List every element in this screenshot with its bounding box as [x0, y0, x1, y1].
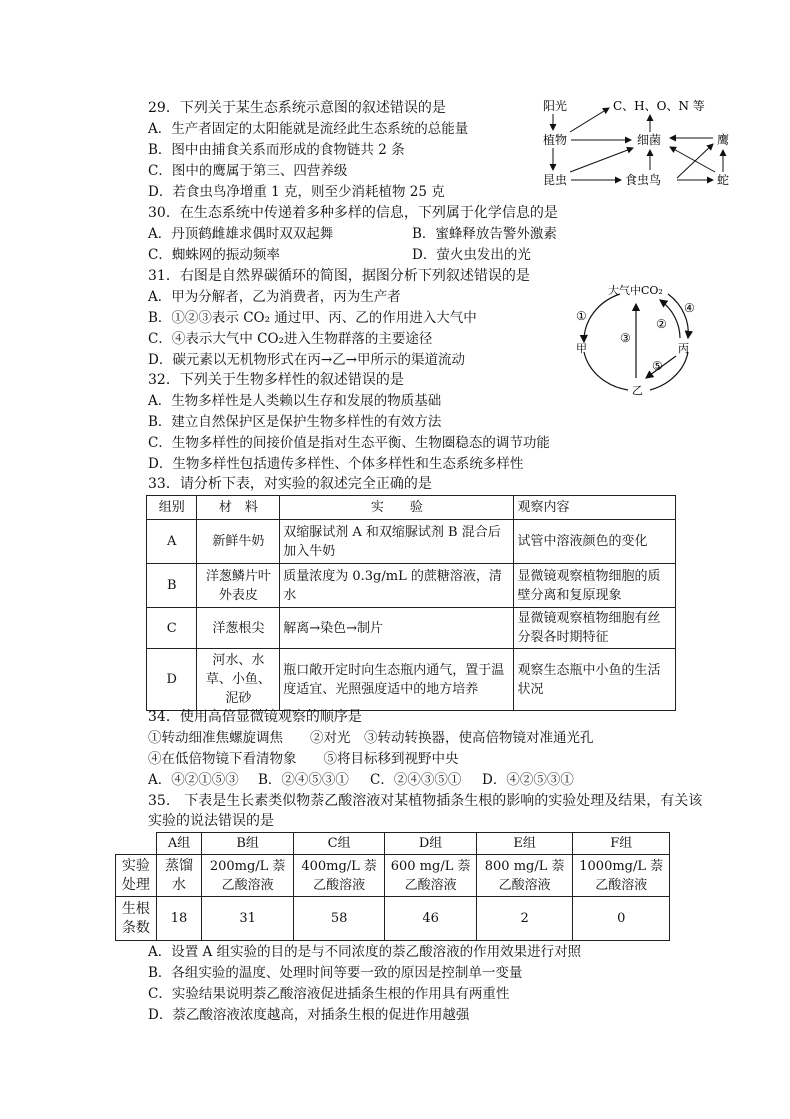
q30-stem: 30．在生态系统中传递着多种多样的信息，下列属于化学信息的是 [148, 205, 558, 221]
q35-treatment-e: 800 mg/L 萘乙酸溶液 [476, 855, 573, 897]
q33-row-a-material: 新鲜牛奶 [197, 520, 280, 564]
q34-option-a: A．④②①⑤③ [148, 772, 239, 788]
q34-option-d: D．④②⑤③① [482, 772, 574, 788]
q35-corner-cell [116, 833, 157, 855]
q34-stem: 34．使用高倍显微镜观察的顺序是 [148, 709, 362, 725]
q35-option-a: A．设置 A 组实验的目的是与不同浓度的萘乙酸溶液的作用效果进行对照 [148, 944, 582, 960]
q33-header-group: 组别 [147, 496, 197, 520]
arrow-1 [584, 294, 620, 342]
q32-stem: 32．下列关于生物多样性的叙述错误的是 [148, 372, 404, 388]
q35-option-c: C．实验结果说明萘乙酸溶液促进插条生根的作用具有两重性 [148, 986, 510, 1002]
arrow-plant-elements [570, 108, 609, 132]
q31-n2: ② [656, 317, 667, 331]
q33-row-b-observation: 显微镜观察植物细胞的质壁分离和复原现象 [514, 564, 676, 608]
q29-option-b: B．图中由捕食关系而形成的食物链共 2 条 [148, 142, 405, 158]
q33-header-experiment: 实 验 [280, 496, 514, 520]
q35-count-d: 46 [385, 897, 476, 941]
q30-option-d: D．萤火虫发出的光 [412, 247, 531, 263]
q31-bing-label: 丙 [678, 342, 689, 355]
q29-option-a: A．生产者固定的太阳能就是流经此生态系统的总能量 [148, 121, 469, 137]
q30-option-b: B．蜜蜂释放告警外激素 [412, 226, 557, 242]
q35-treatment-b: 200mg/L 萘乙酸溶液 [202, 855, 293, 897]
q35-option-d: D．萘乙酸溶液浓度越高，对插条生根的促进作用越强 [148, 1007, 470, 1023]
table-row [147, 564, 676, 608]
q35-table [115, 832, 670, 941]
q35-group-c: C组 [293, 833, 384, 855]
q34-steps-line1: ①转动细准焦螺旋调焦 ②对光 ③转动转换器，使高倍物镜对准通光孔 [148, 730, 594, 746]
q33-table [146, 495, 676, 711]
q33-row-b-experiment: 质量浓度为 0.3g/mL 的蔗糖溶液，清水 [280, 564, 514, 608]
q35-header-row [116, 833, 670, 855]
q33-row-c-material: 洋葱根尖 [197, 608, 280, 649]
q30-option-c: C．蜘蛛网的振动频率 [148, 247, 280, 263]
q31-option-d: D．碳元素以无机物形式在丙→乙→甲所示的渠道流动 [148, 352, 465, 368]
q33-header-row [147, 496, 676, 520]
q31-option-c: C．④表示大气中 CO₂进入生物群落的主要途径 [148, 331, 433, 347]
q31-option-a: A．甲为分解者，乙为消费者，丙为生产者 [148, 289, 401, 305]
q33-row-a-observation: 试管中溶液颜色的变化 [514, 520, 676, 564]
q33-row-d-experiment: 瓶口敞开定时向生态瓶内通气，置于温度适宜、光照强度适中的地方培养 [280, 649, 514, 711]
q35-group-f: F组 [573, 833, 670, 855]
q35-treatment-c: 400mg/L 萘乙酸溶液 [293, 855, 384, 897]
q29-snake-label: 蛇 [717, 173, 730, 187]
q35-count-a: 18 [156, 897, 202, 941]
q33-row-d-group: D [147, 649, 197, 711]
q35-count-label: 生根条数 [116, 897, 157, 941]
q31-carbon-cycle-diagram [570, 280, 710, 400]
q31-stem: 31．右图是自然界碳循环的简图，据图分析下列叙述错误的是 [148, 268, 530, 284]
q35-option-b: B．各组实验的温度、处理时间等要一致的原因是控制单一变量 [148, 965, 523, 981]
q31-atmosphere-label: 大气中CO₂ [608, 284, 663, 297]
q30-option-a: A．丹顶鹤雌雄求偶时双双起舞 [148, 226, 334, 242]
q31-n4: ④ [684, 301, 695, 315]
q29-option-c: C．图中的鹰属于第三、四营养级 [148, 163, 348, 179]
arrow-insect-bacteria [570, 148, 633, 172]
table-row [116, 855, 670, 897]
q35-count-b: 31 [202, 897, 293, 941]
q33-row-a-group: A [147, 520, 197, 564]
table-row [116, 897, 670, 941]
q35-group-d: D组 [385, 833, 476, 855]
table-row [147, 608, 676, 649]
q31-n5: ⑤ [652, 359, 663, 373]
q31-yi-label: 乙 [632, 384, 643, 397]
q29-food-web-diagram [525, 92, 755, 192]
q29-stem: 29．下列关于某生态系统示意图的叙述错误的是 [148, 100, 446, 116]
q33-stem: 33．请分析下表，对实验的叙述完全正确的是 [148, 476, 432, 492]
q33-row-d-material: 河水、水草、小鱼、泥砂 [197, 649, 280, 711]
q29-bird-label: 食虫鸟 [625, 173, 662, 187]
q31-option-b: B．①②③表示 CO₂ 通过甲、丙、乙的作用进入大气中 [148, 310, 477, 326]
q35-treatment-d: 600 mg/L 萘乙酸溶液 [385, 855, 476, 897]
q31-n1: ① [576, 309, 587, 323]
q29-sun-label: 阳光 [543, 99, 568, 113]
q29-eagle-label: 鹰 [717, 133, 730, 147]
q35-stem-line2: 实验的说法错误的是 [148, 813, 274, 829]
q35-stem-line1: 35. 下表是生长素类似物萘乙酸溶液对某植物插条生根的影响的实验处理及结果，有关该 [148, 793, 703, 809]
q35-count-f: 0 [573, 897, 670, 941]
q29-insect-label: 昆虫 [543, 173, 568, 187]
q35-group-e: E组 [476, 833, 573, 855]
q35-treatment-f: 1000mg/L 萘乙酸溶液 [573, 855, 670, 897]
q33-header-material: 材 料 [197, 496, 280, 520]
q32-option-a: A．生物多样性是人类赖以生存和发展的物质基础 [148, 393, 442, 409]
q31-n3: ③ [620, 331, 631, 345]
q32-option-b: B．建立自然保护区是保护生物多样性的有效方法 [148, 414, 442, 430]
q35-group-b: B组 [202, 833, 293, 855]
q35-count-e: 2 [476, 897, 573, 941]
q29-elements-label: C、H、O、N 等 [613, 99, 705, 113]
q32-option-c: C．生物多样性的间接价值是指对生态平衡、生物圈稳态的调节功能 [148, 435, 550, 451]
arc-jia-yi [584, 352, 628, 390]
q33-row-c-experiment: 解离→染色→制片 [280, 608, 514, 649]
q35-group-a: A组 [156, 833, 202, 855]
q34-option-b: B．②④⑤③① [258, 772, 349, 788]
q35-treatment-a: 蒸馏水 [156, 855, 202, 897]
q32-option-d: D．生物多样性包括遗传多样性、个体多样性和生态系统多样性 [148, 456, 524, 472]
q33-row-c-group: C [147, 608, 197, 649]
arrow-snake-bacteria [670, 147, 715, 172]
table-row [147, 649, 676, 711]
q31-jia-label: 甲 [576, 342, 587, 355]
table-row [147, 520, 676, 564]
q33-row-b-group: B [147, 564, 197, 608]
q33-row-a-experiment: 双缩脲试剂 A 和双缩脲试剂 B 混合后加入牛奶 [280, 520, 514, 564]
q33-row-c-observation: 显微镜观察植物细胞有丝分裂各时期特征 [514, 608, 676, 649]
q29-option-d: D．若食虫鸟净增重 1 克，则至少消耗植物 25 克 [148, 184, 445, 200]
q35-count-c: 58 [293, 897, 384, 941]
q33-row-b-material: 洋葱鳞片叶外表皮 [197, 564, 280, 608]
q34-steps-line2: ④在低倍物镜下看清物象 ⑤将目标移到视野中央 [148, 751, 459, 767]
q34-option-c: C．②④③⑤① [370, 772, 462, 788]
q33-header-observation: 观察内容 [514, 496, 676, 520]
q29-plant-label: 植物 [543, 133, 568, 147]
q33-row-d-observation: 观察生态瓶中小鱼的生活状况 [514, 649, 676, 711]
q35-treatment-label: 实验处理 [116, 855, 157, 897]
q29-bacteria-label: 细菌 [637, 133, 662, 147]
